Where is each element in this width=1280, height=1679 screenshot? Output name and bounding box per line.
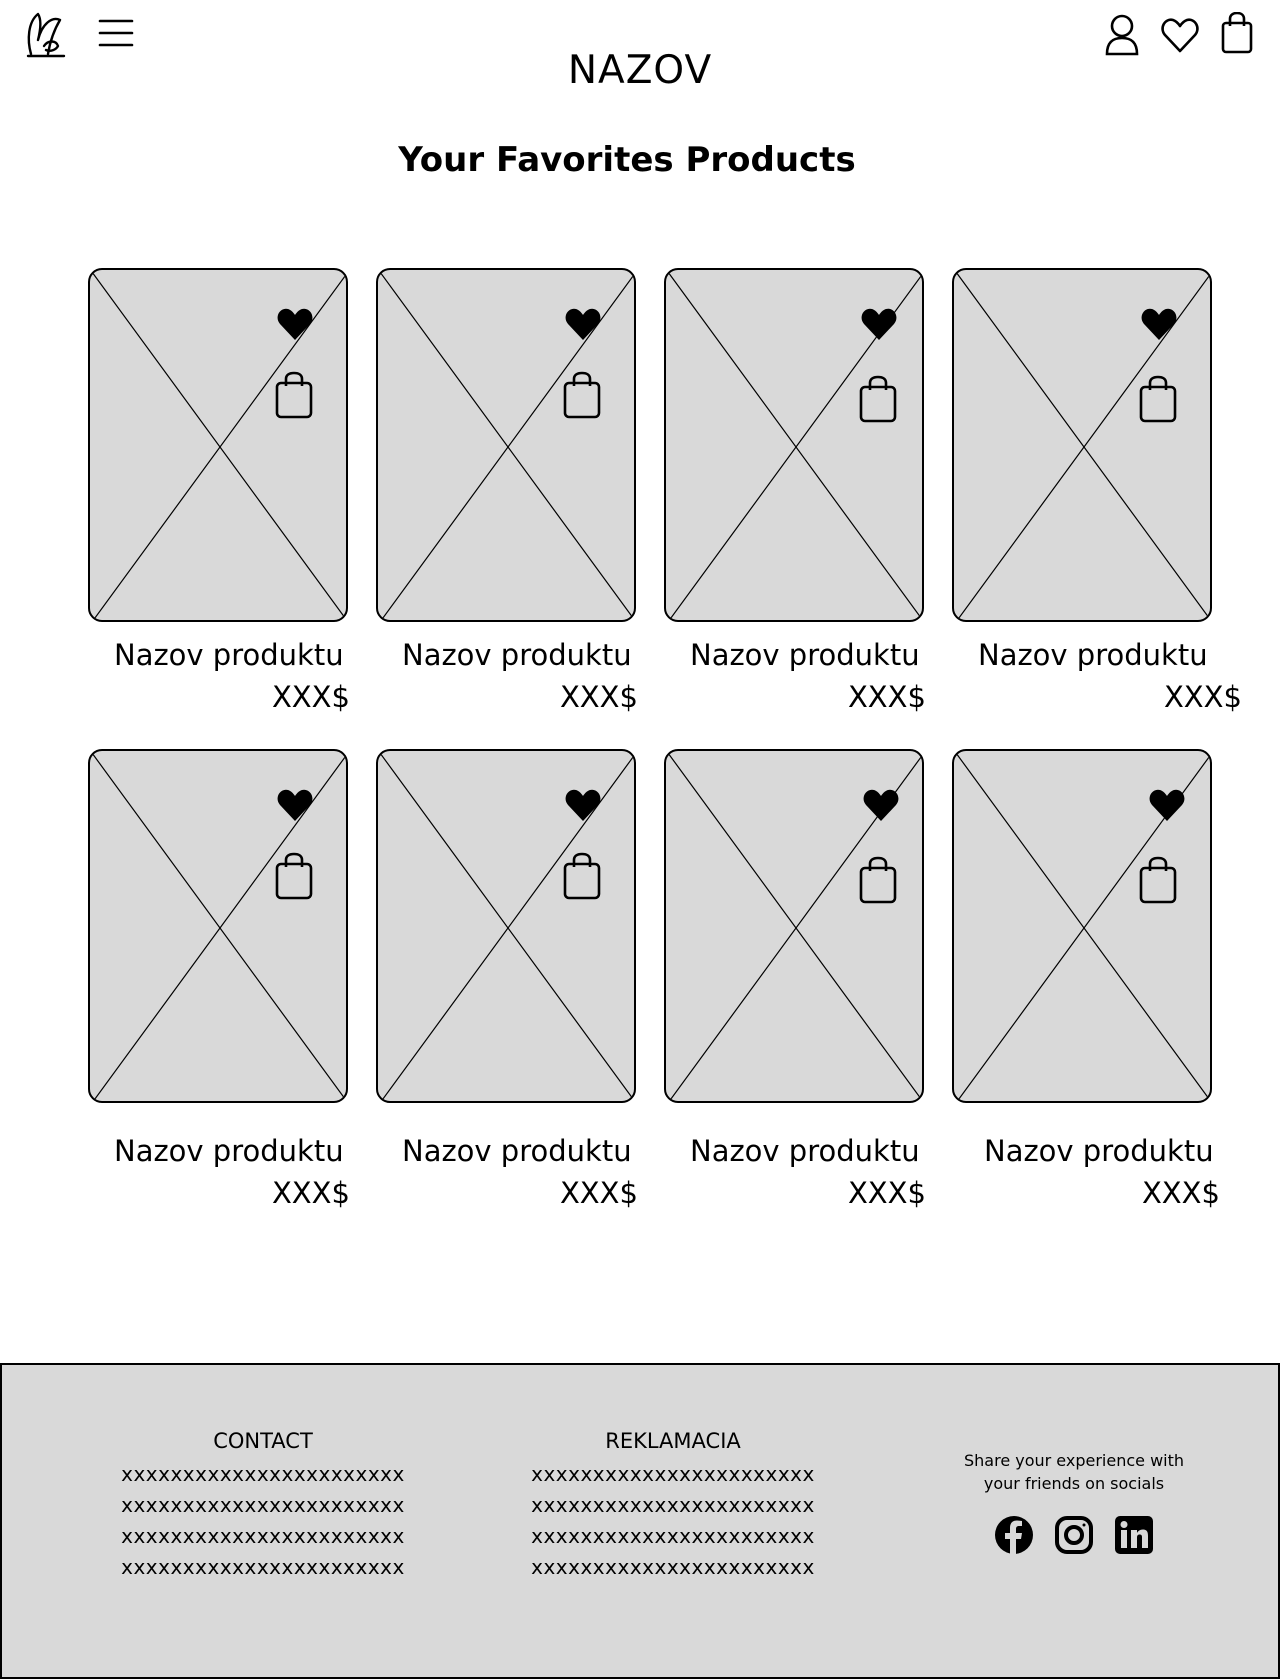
product-name[interactable]: Nazov produktu: [114, 638, 344, 672]
contact-line: xxxxxxxxxxxxxxxxxxxxxxx: [121, 1524, 405, 1548]
product-image-8[interactable]: [952, 749, 1212, 1103]
add-to-cart-icon[interactable]: [1138, 374, 1178, 428]
favorite-heart-icon[interactable]: [276, 306, 314, 346]
product-name[interactable]: Nazov produktu: [690, 1134, 920, 1168]
product-price: XXX$: [1163, 680, 1242, 714]
footer-social: [934, 1449, 1214, 1555]
reklamacia-line: xxxxxxxxxxxxxxxxxxxxxxx: [531, 1493, 815, 1517]
product-name[interactable]: Nazov produktu: [984, 1134, 1214, 1168]
product-price: XXX$: [847, 1176, 926, 1210]
product-image-4[interactable]: [952, 268, 1212, 622]
instagram-icon[interactable]: [1054, 1515, 1094, 1555]
page-title: Your Favorites Products: [398, 140, 856, 180]
product-price: XXX$: [559, 680, 638, 714]
add-to-cart-icon[interactable]: [858, 374, 898, 428]
product-price: XXX$: [271, 680, 350, 714]
contact-heading: CONTACT: [213, 1429, 313, 1453]
add-to-cart-icon[interactable]: [562, 370, 602, 424]
product-name[interactable]: Nazov produktu: [690, 638, 920, 672]
contact-line: xxxxxxxxxxxxxxxxxxxxxxx: [121, 1493, 405, 1517]
social-links: [934, 1515, 1214, 1555]
product-price: XXX$: [1141, 1176, 1220, 1210]
product-image-6[interactable]: [376, 749, 636, 1103]
product-name[interactable]: Nazov produktu: [402, 638, 632, 672]
product-image-3[interactable]: [664, 268, 924, 622]
reklamacia-line: xxxxxxxxxxxxxxxxxxxxxxx: [531, 1462, 815, 1486]
product-image-1[interactable]: [88, 268, 348, 622]
contact-line: xxxxxxxxxxxxxxxxxxxxxxx: [121, 1462, 405, 1486]
favorite-heart-icon[interactable]: [1148, 787, 1186, 827]
add-to-cart-icon[interactable]: [562, 851, 602, 905]
product-name[interactable]: Nazov produktu: [978, 638, 1208, 672]
footer-reklamacia: [508, 1429, 838, 1583]
favorite-heart-icon[interactable]: [564, 787, 602, 827]
hamburger-menu-icon[interactable]: [98, 18, 134, 48]
product-image-2[interactable]: [376, 268, 636, 622]
favorite-heart-icon[interactable]: [564, 306, 602, 346]
product-price: XXX$: [271, 1176, 350, 1210]
contact-line: xxxxxxxxxxxxxxxxxxxxxxx: [121, 1555, 405, 1579]
footer: [0, 1363, 1280, 1679]
product-name[interactable]: Nazov produktu: [402, 1134, 632, 1168]
linkedin-icon[interactable]: [1114, 1515, 1154, 1555]
product-price: XXX$: [559, 1176, 638, 1210]
facebook-icon[interactable]: [994, 1515, 1034, 1555]
reklamacia-heading: REKLAMACIA: [605, 1429, 741, 1453]
product-image-7[interactable]: [664, 749, 924, 1103]
reklamacia-line: xxxxxxxxxxxxxxxxxxxxxxx: [531, 1524, 815, 1548]
favorite-heart-icon[interactable]: [862, 787, 900, 827]
add-to-cart-icon[interactable]: [274, 370, 314, 424]
add-to-cart-icon[interactable]: [858, 855, 898, 909]
favorite-heart-icon[interactable]: [1140, 306, 1178, 346]
brand-title: NAZOV: [567, 48, 713, 93]
share-text-line: your friends on socials: [983, 1474, 1165, 1493]
favorite-heart-icon[interactable]: [860, 306, 898, 346]
product-name[interactable]: Nazov produktu: [114, 1134, 344, 1168]
add-to-cart-icon[interactable]: [1138, 855, 1178, 909]
add-to-cart-icon[interactable]: [274, 851, 314, 905]
reklamacia-line: xxxxxxxxxxxxxxxxxxxxxxx: [531, 1555, 815, 1579]
product-price: XXX$: [847, 680, 926, 714]
footer-contact: [98, 1429, 428, 1583]
favorite-heart-icon[interactable]: [276, 787, 314, 827]
product-image-5[interactable]: [88, 749, 348, 1103]
share-text-line: Share your experience with: [963, 1451, 1185, 1470]
